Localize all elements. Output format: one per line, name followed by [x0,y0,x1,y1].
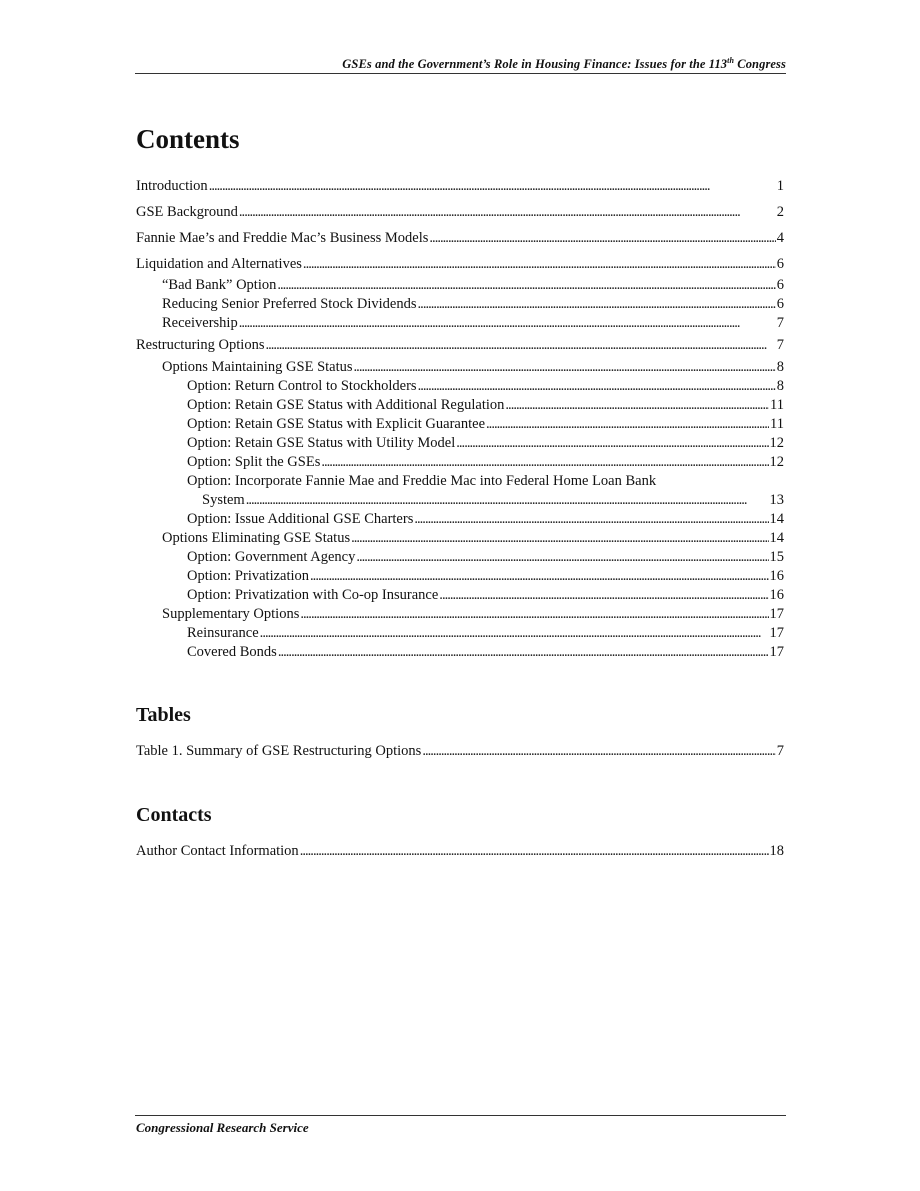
toc-entry-page: 6 [776,277,784,293]
toc-entry-page: 4 [776,230,784,246]
toc-entry-page: 14 [769,530,784,546]
toc-entry-label: Reinsurance [187,625,259,641]
toc-entry-label: Reducing Senior Preferred Stock Dividends [162,296,417,312]
toc-entry-additional-charters[interactable] [187,510,784,529]
running-header-superscript: th [727,56,735,65]
toc-entry-introduction[interactable] [136,177,784,196]
toc-entry-liquidation[interactable] [136,255,784,274]
toc-entry-privatization[interactable] [187,567,784,586]
toc-entry-page: 7 [776,315,784,331]
toc-entry-page: 8 [776,378,784,394]
toc-entry-return-control[interactable] [187,377,784,396]
footer-text: Congressional Research Service [136,1120,309,1135]
contents-heading: Contents [136,124,240,154]
dot-leader [356,548,768,567]
toc-entry-page: 17 [769,644,784,660]
dot-leader [246,491,769,510]
toc-entry-utility-model[interactable] [187,434,784,453]
toc-entry-supplementary[interactable] [162,605,784,624]
toc-entry-label: Option: Retain GSE Status with Additional Regulation [187,397,505,413]
toc-entry-bad-bank[interactable] [162,276,784,295]
toc-entry-additional-regulation[interactable] [187,396,784,415]
toc-entry-label: Option: Split the GSEs [187,454,321,470]
dot-leader [239,314,776,333]
dot-leader [486,415,769,434]
dot-leader [278,643,769,662]
dot-leader [414,510,768,529]
dot-leader [418,295,776,314]
running-header-title: GSEs and the Government’s Role in Housing Finance: Issues for the 113 [342,57,728,72]
toc-entry-label: Liquidation and Alternatives [136,256,302,272]
dot-leader [260,624,769,643]
toc-entry-page: 1 [776,178,784,194]
toc-entry-eliminating[interactable] [162,529,784,548]
dot-leader [239,203,776,222]
toc-entry-explicit-guarantee[interactable] [187,415,784,434]
toc-entry-label-continued: System [202,492,245,508]
toc-entry-business-models[interactable] [136,229,784,248]
dot-leader [429,229,775,248]
toc-entry-page: 14 [769,511,784,527]
toc-entry-label: “Bad Bank” Option [162,277,277,293]
header-rule [135,73,786,74]
toc-entry-restructuring[interactable] [136,336,784,355]
dot-leader [300,842,769,861]
toc-entry-page: 8 [776,359,784,375]
dot-leader [209,177,776,196]
toc-entry-page: 12 [769,435,784,451]
dot-leader [456,434,768,453]
toc-entry-label: Option: Issue Additional GSE Charters [187,511,414,527]
toc-entry-label: Covered Bonds [187,644,277,660]
toc-entry-page: 6 [776,296,784,312]
dot-leader [351,529,768,548]
toc-entry-label: Receivership [162,315,238,331]
toc-entry-page: 7 [776,743,784,759]
toc-entry-fhlb[interactable] [202,491,784,510]
toc-entry-label: Introduction [136,178,208,194]
toc-entry-coop-insurance[interactable] [187,586,784,605]
toc-entry-table-1[interactable] [136,742,784,761]
toc-entry-page: 12 [769,454,784,470]
toc-entry-label: Table 1. Summary of GSE Restructuring Options [136,743,422,759]
toc-entry-page: 16 [769,568,784,584]
toc-entry-page: 2 [776,204,784,220]
dot-leader [310,567,768,586]
toc-entry-label: Option: Return Control to Stockholders [187,378,417,394]
toc-entry-label: Options Maintaining GSE Status [162,359,353,375]
dot-leader [277,276,775,295]
toc-entry-label: Fannie Mae’s and Freddie Mac’s Business Models [136,230,429,246]
toc-entry-label: Options Eliminating GSE Status [162,530,351,546]
toc-entry-covered-bonds[interactable] [187,643,784,662]
toc-entry-maintaining[interactable] [162,358,784,377]
toc-entry-label: GSE Background [136,204,238,220]
running-header [135,56,786,72]
toc-entry-page: 11 [770,397,784,413]
toc-entry-split-gses[interactable] [187,453,784,472]
dot-leader [321,453,768,472]
toc-entry-label: Restructuring Options [136,337,265,353]
toc-entry-page: 6 [776,256,784,272]
toc-entry-label: Author Contact Information [136,843,299,859]
toc-entry-label: Option: Retain GSE Status with Utility Model [187,435,456,451]
dot-leader [422,742,775,761]
dot-leader [439,586,768,605]
dot-leader [418,377,776,396]
toc-entry-page: 16 [769,587,784,603]
toc-entry-page: 17 [769,625,784,641]
dot-leader [505,396,769,415]
running-header-congress: Congress [734,57,786,72]
toc-entry-label: Option: Incorporate Fannie Mae and Freddie Mac into Federal Home Loan Bank [187,473,657,489]
toc-entry-government-agency[interactable] [187,548,784,567]
dot-leader [354,358,776,377]
toc-entry-fhlb-line1[interactable] [187,472,656,491]
contacts-heading: Contacts [136,804,212,826]
tables-heading: Tables [136,704,191,726]
toc-entry-label: Option: Privatization [187,568,310,584]
toc-entry-dividends[interactable] [162,295,784,314]
toc-entry-page: 7 [776,337,784,353]
footer-rule [135,1115,786,1116]
toc-entry-label: Option: Government Agency [187,549,356,565]
toc-entry-author-contact[interactable] [136,842,784,861]
toc-entry-page: 17 [769,606,784,622]
toc-entry-label: Option: Retain GSE Status with Explicit Guarantee [187,416,486,432]
toc-entry-receivership[interactable] [162,314,784,333]
toc-entry-gse-background[interactable] [136,203,784,222]
toc-entry-label: Supplementary Options [162,606,300,622]
dot-leader [265,336,775,355]
dot-leader [303,255,776,274]
toc-entry-page: 13 [769,492,784,508]
toc-entry-page: 11 [770,416,784,432]
toc-entry-page: 15 [769,549,784,565]
dot-leader [300,605,768,624]
toc-entry-label: Option: Privatization with Co-op Insurance [187,587,439,603]
toc-entry-page: 18 [769,843,784,859]
toc-entry-reinsurance[interactable] [187,624,784,643]
